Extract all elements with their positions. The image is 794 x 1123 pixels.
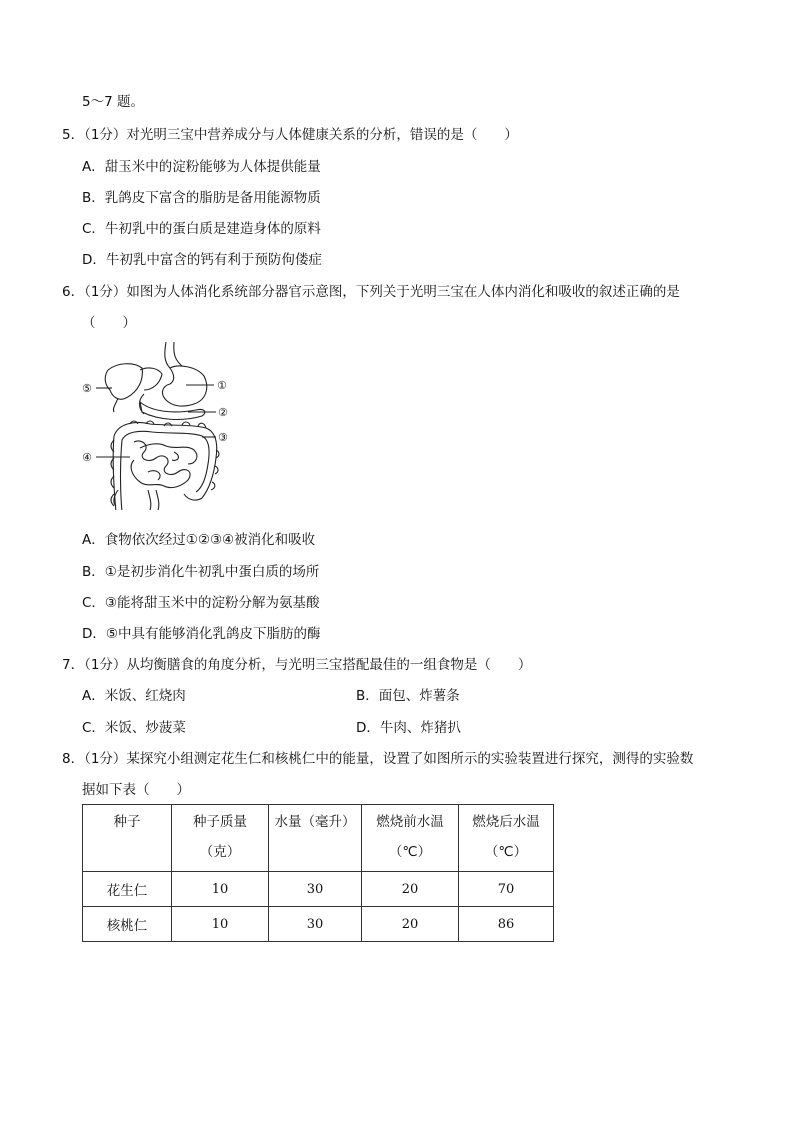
question-6-option-b[interactable]: B．①是初步消化牛初乳中蛋白质的场所 [82,564,320,580]
question-5-option-b[interactable]: B．乳鸽皮下富含的脂肪是备用能源物质 [82,190,321,206]
question-6-option-c[interactable]: C．③能将甜玉米中的淀粉分解为氨基酸 [82,595,320,611]
table-cell-temp-after: 86 [459,907,554,942]
diagram-label-5: ⑤ [82,382,92,395]
table-cell-seed: 核桃仁 [83,907,172,942]
question-7-stem: 7．（1分）从均衡膳食的角度分析，与光明三宝搭配最佳的一组食物是（ ） [62,657,532,673]
question-7-option-a[interactable]: A．米饭、红烧肉 [82,688,186,704]
table-cell-temp-before: 20 [362,907,459,942]
question-5-stem: 5．（1分）对光明三宝中营养成分与人体健康关系的分析，错误的是（ ） [62,127,518,143]
table-header-seed: 种子 [83,805,172,872]
question-8-stem: 8．（1分）某探究小组测定花生仁和核桃仁中的能量，设置了如图所示的实验装置进行探究，测得的实验数 [62,751,694,767]
table-cell-water: 30 [269,907,362,942]
question-6-stem: 6．（1分）如图为人体消化系统部分器官示意图，下列关于光明三宝在人体内消化和吸收的叙述正确的是 [62,284,680,300]
digestive-system-diagram [78,340,238,510]
table-row [83,907,554,942]
diagram-label-2: ② [218,406,228,419]
question-7-option-d[interactable]: D．牛肉、炸猪扒 [356,720,461,736]
table-cell-temp-after: 70 [459,872,554,907]
table-cell-seed: 花生仁 [83,872,172,907]
table-header-seed-mass: 种子质量 （克） [172,805,269,872]
table-cell-temp-before: 20 [362,872,459,907]
table-header-temp-before: 燃烧前水温 （℃） [362,805,459,872]
table-cell-water: 30 [269,872,362,907]
experiment-data-table [82,804,554,942]
question-5-option-a[interactable]: A．甜玉米中的淀粉能够为人体提供能量 [82,159,321,175]
table-cell-mass: 10 [172,907,269,942]
question-5-option-d[interactable]: D．牛初乳中富含的钙有利于预防佝偻症 [82,252,322,268]
question-6-stem-cont: （ ） [82,315,136,331]
table-header-temp-after: 燃烧后水温 （℃） [459,805,554,872]
question-5-option-c[interactable]: C．牛初乳中的蛋白质是建造身体的原料 [82,221,321,237]
question-7-option-c[interactable]: C．米饭、炒菠菜 [82,720,186,736]
intro-tail: 5～7 题。 [82,94,144,110]
table-row [83,872,554,907]
question-6-option-d[interactable]: D．⑤中具有能够消化乳鸽皮下脂肪的酶 [82,626,321,642]
table-header-row [83,805,554,872]
question-7-option-b[interactable]: B．面包、炸薯条 [356,688,460,704]
question-8-stem-cont: 据如下表（ ） [82,782,190,798]
diagram-label-1: ① [217,379,227,392]
table-header-water-volume: 水量（毫升） [269,805,362,872]
question-6-option-a[interactable]: A．食物依次经过①②③④被消化和吸收 [82,532,316,548]
table-cell-mass: 10 [172,872,269,907]
diagram-label-4: ④ [82,451,92,464]
diagram-label-3: ③ [218,431,228,444]
